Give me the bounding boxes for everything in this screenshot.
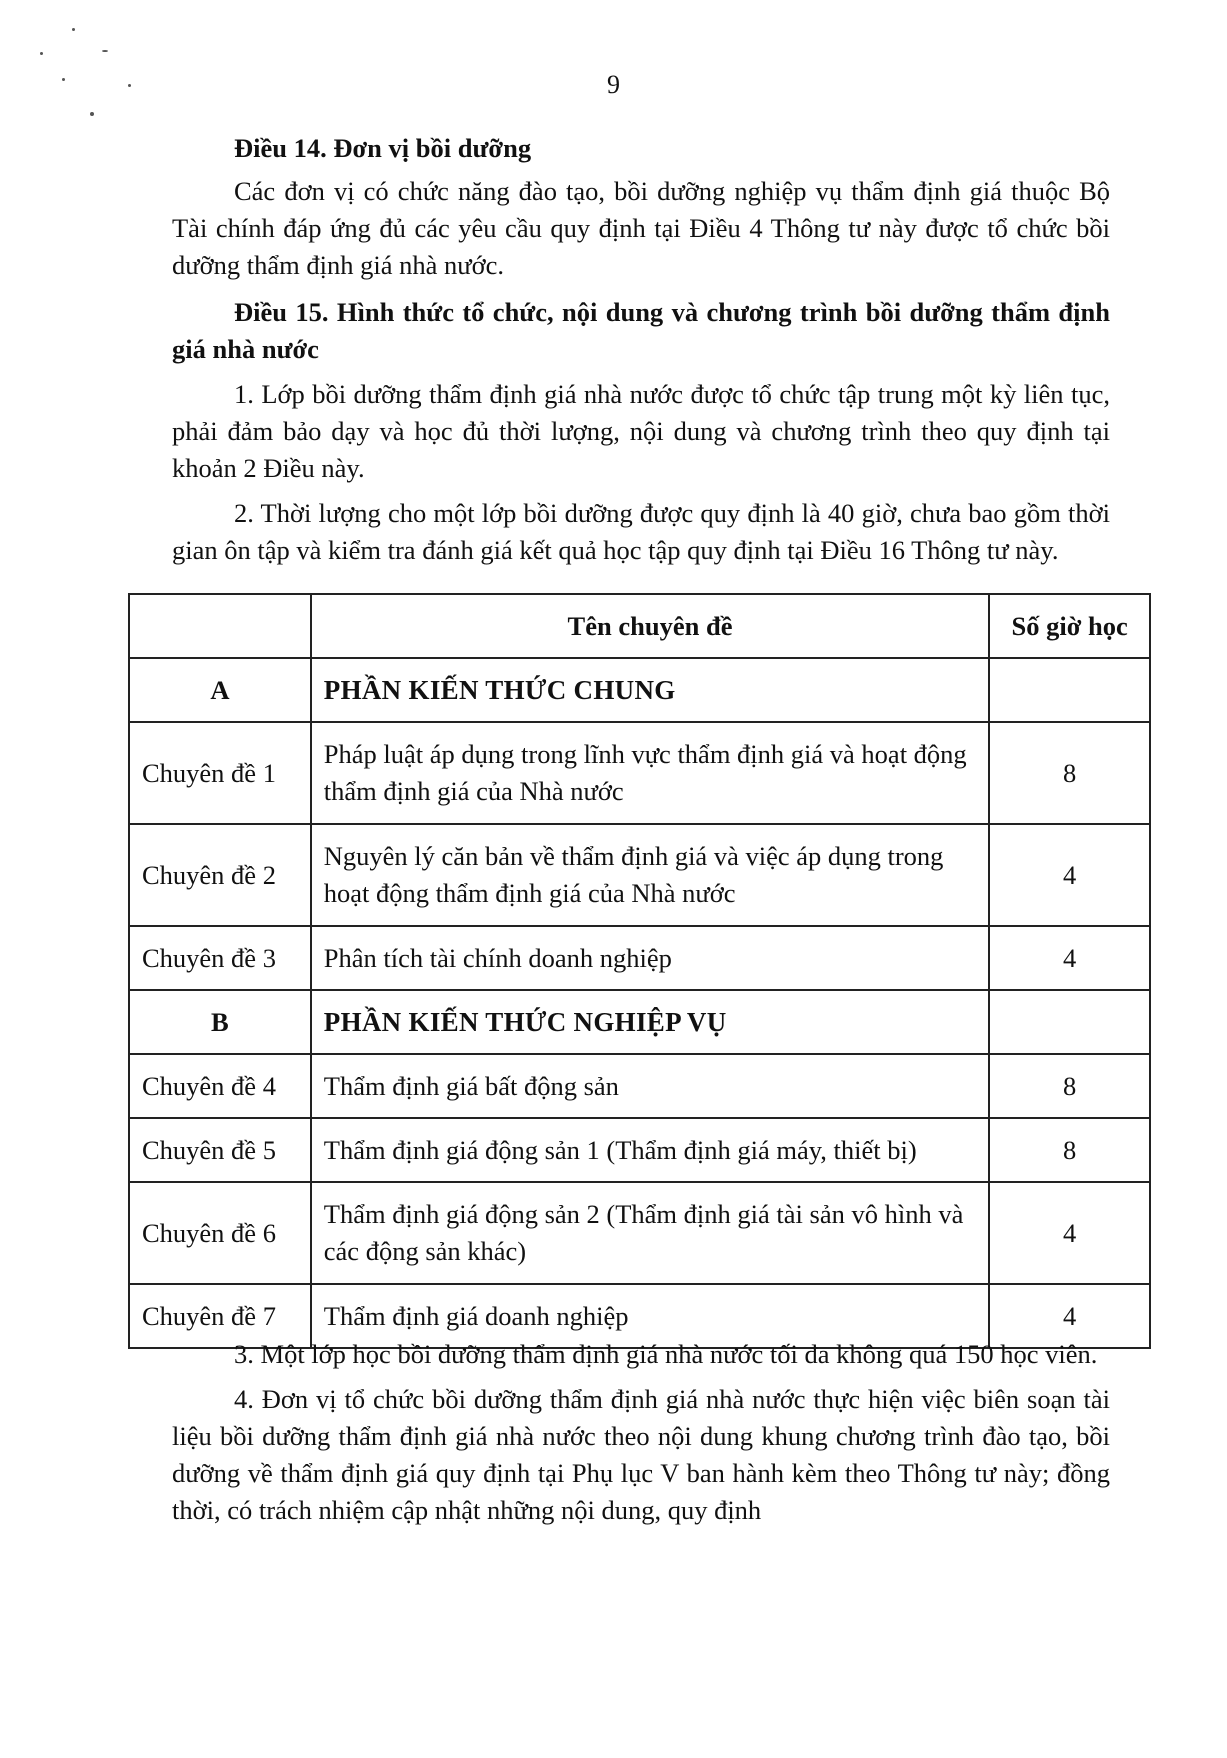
topic-code: Chuyên đề 1	[129, 722, 311, 824]
article-15-clause-2: 2. Thời lượng cho một lớp bồi dưỡng được quy định là 40 giờ, chưa bao gồm thời gian ôn tập và kiểm tra đánh giá kết quả học tập quy định tại Điều 16 Thông tư này.	[172, 498, 1110, 565]
article-15-clause-4: 4. Đơn vị tổ chức bồi dưỡng thẩm định giá nhà nước thực hiện việc biên soạn tài liệu bồi dưỡng thẩm định giá nhà nước theo nội dung khung chương trình đào tạo, bồi dưỡng về thẩm định giá quy định tại Phụ lục V ban hành kèm theo Thông tư này; đồng thời, có trách nhiệm cập nhật những nội dung, quy định	[172, 1384, 1110, 1525]
topic-title: Thẩm định giá doanh nghiệp	[311, 1284, 989, 1348]
scan-speck	[40, 52, 43, 55]
topic-hours: 4	[989, 824, 1150, 926]
document-body	[172, 130, 1110, 569]
section-hours	[989, 658, 1150, 722]
scan-speck	[72, 28, 75, 31]
topic-code: Chuyên đề 6	[129, 1182, 311, 1284]
section-row-a	[129, 658, 1150, 722]
article-15-heading: Điều 15. Hình thức tổ chức, nội dung và chương trình bồi dưỡng thẩm định giá nhà nước	[172, 297, 1110, 364]
table-row	[129, 1054, 1150, 1118]
header-topic: Tên chuyên đề	[311, 594, 989, 658]
table-row	[129, 1118, 1150, 1182]
table-row	[129, 1182, 1150, 1284]
syllabus-table	[128, 593, 1151, 1349]
topic-hours: 8	[989, 722, 1150, 824]
article-15-clause-1: 1. Lớp bồi dưỡng thẩm định giá nhà nước được tổ chức tập trung một kỳ liên tục, phải đảm bảo dạy và học đủ thời lượng, nội dung và chương trình theo quy định tại khoản 2 Điều này.	[172, 379, 1110, 483]
scan-speck	[90, 112, 94, 116]
topic-hours: 8	[989, 1054, 1150, 1118]
section-code: B	[129, 990, 311, 1054]
topic-title: Thẩm định giá động sản 1 (Thẩm định giá máy, thiết bị)	[311, 1118, 989, 1182]
topic-title: Pháp luật áp dụng trong lĩnh vực thẩm định giá và hoạt động thẩm định giá của Nhà nước	[311, 722, 989, 824]
topic-title: Phân tích tài chính doanh nghiệp	[311, 926, 989, 990]
topic-code: Chuyên đề 4	[129, 1054, 311, 1118]
topic-hours: 4	[989, 1284, 1150, 1348]
topic-code: Chuyên đề 5	[129, 1118, 311, 1182]
header-hours: Số giờ học	[989, 594, 1150, 658]
topic-title: Thẩm định giá bất động sản	[311, 1054, 989, 1118]
topic-title: Nguyên lý căn bản về thẩm định giá và việc áp dụng trong hoạt động thẩm định giá của Nhà nước	[311, 824, 989, 926]
article-14-body: Các đơn vị có chức năng đào tạo, bồi dưỡng nghiệp vụ thẩm định giá thuộc Bộ Tài chính đáp ứng đủ các yêu cầu quy định tại Điều 4 Thông tư này được tổ chức bồi dưỡng thẩm định giá nhà nước.	[172, 176, 1110, 280]
section-title: PHẦN KIẾN THỨC NGHIỆP VỤ	[311, 990, 989, 1054]
topic-title: Thẩm định giá động sản 2 (Thẩm định giá tài sản vô hình và các động sản khác)	[311, 1182, 989, 1284]
document-body-continued	[172, 1336, 1110, 1529]
topic-hours: 4	[989, 926, 1150, 990]
table-row	[129, 926, 1150, 990]
section-hours	[989, 990, 1150, 1054]
header-code	[129, 594, 311, 658]
article-14-heading: Điều 14. Đơn vị bồi dưỡng	[234, 133, 532, 163]
topic-hours: 4	[989, 1182, 1150, 1284]
topic-code: Chuyên đề 7	[129, 1284, 311, 1348]
table-row	[129, 824, 1150, 926]
section-code: A	[129, 658, 311, 722]
scan-speck	[102, 50, 108, 52]
table-row	[129, 722, 1150, 824]
page-number: 9	[607, 70, 620, 99]
table-header-row	[129, 594, 1150, 658]
topic-hours: 8	[989, 1118, 1150, 1182]
article-15-clause-3: 3. Một lớp học bồi dưỡng thẩm định giá nhà nước tối đa không quá 150 học viên.	[234, 1339, 1098, 1369]
topic-code: Chuyên đề 3	[129, 926, 311, 990]
section-row-b	[129, 990, 1150, 1054]
topic-code: Chuyên đề 2	[129, 824, 311, 926]
section-title: PHẦN KIẾN THỨC CHUNG	[311, 658, 989, 722]
